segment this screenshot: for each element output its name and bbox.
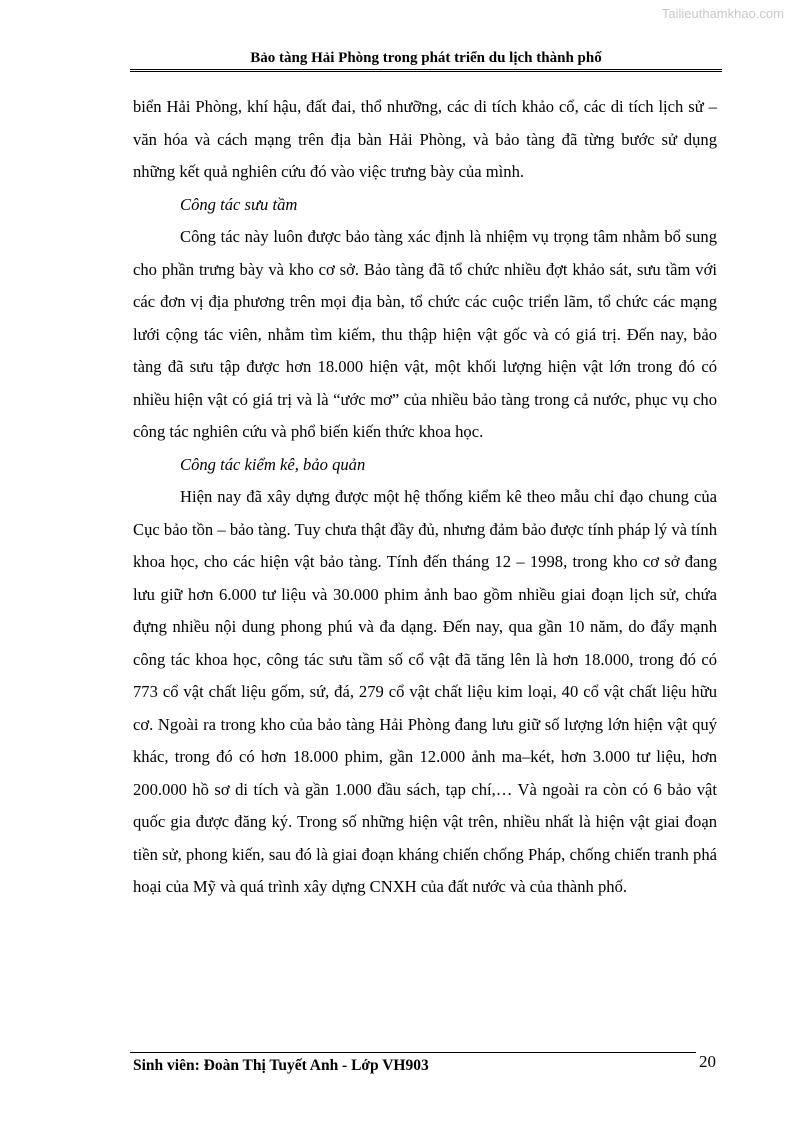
page-body bbox=[133, 91, 717, 904]
footer-student-info: Sinh viên: Đoàn Thị Tuyết Anh - Lớp VH903 bbox=[133, 1057, 429, 1074]
page-number: 20 bbox=[699, 1052, 716, 1071]
header-rule bbox=[130, 69, 722, 72]
paragraph-inventory: Hiện nay đã xây dựng được một hệ thống kiểm kê theo mẫu chỉ đạo chung của Cục bảo tồn – bảo tàng. Tuy chưa thật đầy đủ, nhưng đảm bảo được tính pháp lý và tính khoa học, cho các hiện vật bảo tàng. Tính đến tháng 12 – 1998, trong kho cơ sở đang lưu giữ hơn 6.000 tư liệu và 30.000 phim ảnh bao gồm nhiều giai đoạn lịch sử, chứa đựng nhiều nội dung phong phú và đa dạng. Đến nay, qua gần 10 năm, do đẩy mạnh công tác khoa học, công tác sưu tầm số cổ vật đã tăng lên là hơn 18.000, trong đó có 773 cổ vật chất liệu gốm, sứ, đá, 279 cổ vật chất liệu kim loại, 40 cổ vật chất liệu hữu cơ. Ngoài ra trong kho của bảo tàng Hải Phòng đang lưu giữ số lượng lớn hiện vật quý khác, trong đó có hơn 18.000 phim, gần 12.000 ảnh ma–két, hơn 3.000 tư liệu, hơn 200.000 hồ sơ di tích và gần 1.000 đầu sách, tạp chí,… Và ngoài ra còn có 6 bảo vật quốc gia được đăng ký. Trong số những hiện vật trên, nhiều nhất là hiện vật giai đoạn tiền sử, phong kiến, sau đó là giai đoạn kháng chiến chống Pháp, chống chiến tranh phá hoại của Mỹ và quá trình xây dựng CNXH của đất nước và của thành phố. bbox=[133, 487, 717, 896]
running-header-title: Bảo tàng Hải Phòng trong phát triển du lịch thành phố bbox=[250, 50, 602, 66]
subheading-collection: Công tác sưu tầm bbox=[180, 194, 298, 214]
watermark: Tailieuthamkhao.com bbox=[661, 6, 784, 21]
subheading-inventory: Công tác kiểm kê, bảo quản bbox=[180, 454, 366, 474]
paragraph-continued: biển Hải Phòng, khí hậu, đất đai, thổ nhưỡng, các di tích khảo cổ, các di tích lịch sử – văn hóa và cách mạng trên địa bàn Hải Phòng, và bảo tàng đã từng bước sử dụng những kết quả nghiên cứu đó vào việc trưng bày của mình. bbox=[133, 97, 717, 181]
footer-rule bbox=[130, 1052, 696, 1053]
paragraph-collection: Công tác này luôn được bảo tàng xác định là nhiệm vụ trọng tâm nhằm bổ sung cho phần trưng bày và kho cơ sở. Bảo tàng đã tổ chức nhiều đợt khảo sát, sưu tầm với các đơn vị địa phương trên mọi địa bàn, tổ chức các cuộc triển lãm, tổ chức các mạng lưới cộng tác viên, nhằm tìm kiếm, thu thập hiện vật gốc và có giá trị. Đến nay, bảo tàng đã sưu tập được hơn 18.000 hiện vật, một khối lượng hiện vật lớn trong đó có nhiều hiện vật có giá trị và là “ước mơ” của nhiều bảo tàng trong cả nước, phục vụ cho công tác nghiên cứu và phổ biến kiến thức khoa học. bbox=[133, 227, 717, 441]
